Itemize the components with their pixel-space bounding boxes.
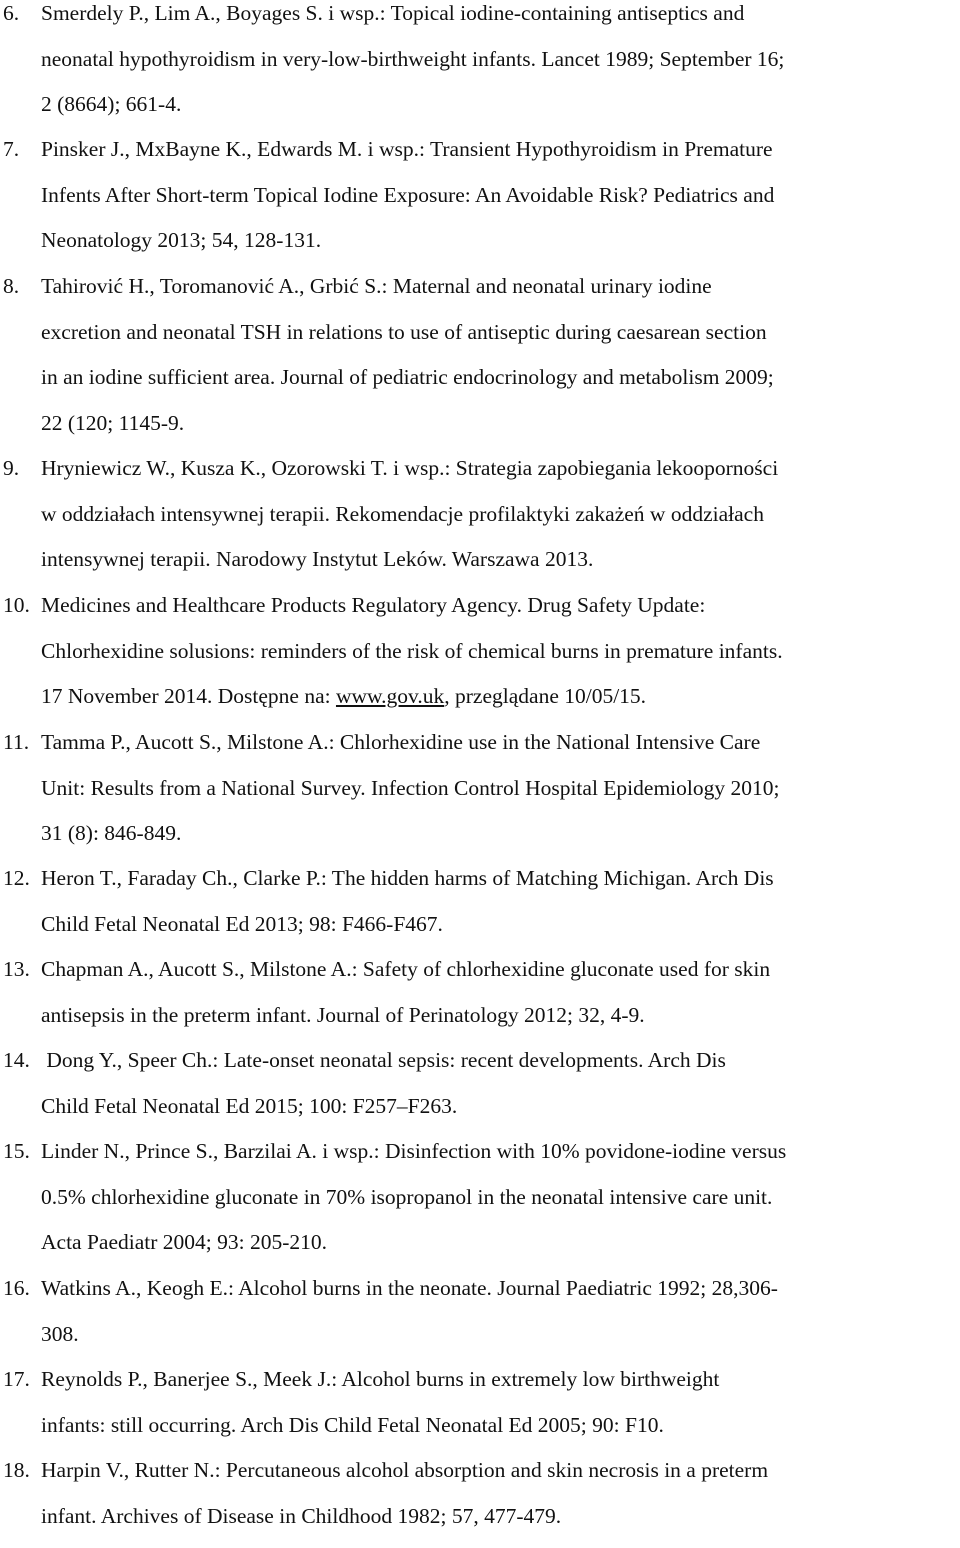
reference-text-line: 31 (8): 846-849. (3, 820, 960, 866)
reference-number: 17. (3, 1366, 41, 1392)
reference-text-line: Child Fetal Neonatal Ed 2013; 98: F466-F467. (3, 911, 960, 957)
reference-text-line: Harpin V., Rutter N.: Percutaneous alcohol absorption and skin necrosis in a preterm (41, 1458, 768, 1482)
reference-number: 18. (3, 1457, 41, 1483)
reference-item-6 (3, 0, 960, 137)
reference-item-13 (3, 956, 960, 1047)
reference-text-line: infant. Archives of Disease in Childhood 1982; 57, 477-479. (3, 1503, 960, 1548)
reference-text-line: antisepsis in the preterm infant. Journal of Perinatology 2012; 32, 4-9. (3, 1002, 960, 1048)
reference-number: 7. (3, 136, 41, 162)
reference-item-9 (3, 455, 960, 592)
reference-text-line: 22 (120; 1145-9. (3, 410, 960, 456)
reference-item-15 (3, 1138, 960, 1275)
reference-text-line: w oddziałach intensywnej terapii. Rekomendacje profilaktyki zakażeń w oddziałach (3, 501, 960, 547)
reference-item-10 (3, 592, 960, 729)
reference-text-line: Child Fetal Neonatal Ed 2015; 100: F257–F263. (3, 1093, 960, 1139)
source-link[interactable]: www.gov.uk (336, 684, 444, 708)
reference-number: 15. (3, 1138, 41, 1164)
reference-number: 13. (3, 956, 41, 982)
reference-text-line: Heron T., Faraday Ch., Clarke P.: The hidden harms of Matching Michigan. Arch Dis (41, 866, 774, 890)
reference-text-line: Watkins A., Keogh E.: Alcohol burns in the neonate. Journal Paediatric 1992; 28,306- (41, 1276, 778, 1300)
reference-text-line: Infents After Short-term Topical Iodine Exposure: An Avoidable Risk? Pediatrics and (3, 182, 960, 228)
reference-text-line: Tamma P., Aucott S., Milstone A.: Chlorhexidine use in the National Intensive Care (41, 730, 760, 754)
reference-item-18 (3, 1457, 960, 1548)
reference-item-11 (3, 729, 960, 866)
reference-item-12 (3, 865, 960, 956)
reference-text-line: Unit: Results from a National Survey. Infection Control Hospital Epidemiology 2010; (3, 775, 960, 821)
reference-text-line: 308. (3, 1321, 960, 1367)
reference-number: 14. (3, 1047, 41, 1073)
reference-text-line: infants: still occurring. Arch Dis Child Fetal Neonatal Ed 2005; 90: F10. (3, 1412, 960, 1458)
reference-number: 6. (3, 0, 41, 26)
reference-text-line: Dong Y., Speer Ch.: Late-onset neonatal sepsis: recent developments. Arch Dis (41, 1048, 726, 1072)
reference-text-line: Smerdely P., Lim A., Boyages S. i wsp.: Topical iodine-containing antiseptics and (41, 1, 744, 25)
reference-text-line: Chapman A., Aucott S., Milstone A.: Safety of chlorhexidine gluconate used for skin (41, 957, 770, 981)
reference-item-8 (3, 273, 960, 455)
reference-item-17 (3, 1366, 960, 1457)
reference-number: 16. (3, 1275, 41, 1301)
reference-text-line: Linder N., Prince S., Barzilai A. i wsp.: Disinfection with 10% povidone-iodine versus (41, 1139, 786, 1163)
reference-text-line: intensywnej terapii. Narodowy Instytut Leków. Warszawa 2013. (3, 546, 960, 592)
reference-item-16 (3, 1275, 960, 1366)
reference-text-line: Tahirović H., Toromanović A., Grbić S.: Maternal and neonatal urinary iodine (41, 274, 712, 298)
reference-text-line: Neonatology 2013; 54, 128-131. (3, 227, 960, 273)
reference-number: 8. (3, 273, 41, 299)
reference-text-line: in an iodine sufficient area. Journal of pediatric endocrinology and metabolism 2009; (3, 364, 960, 410)
reference-number: 10. (3, 592, 41, 618)
reference-text-line: Medicines and Healthcare Products Regulatory Agency. Drug Safety Update: (41, 593, 705, 617)
reference-item-14 (3, 1047, 960, 1138)
reference-text-line: neonatal hypothyroidism in very-low-birthweight infants. Lancet 1989; September 16; (3, 46, 960, 92)
reference-text-line: Chlorhexidine solusions: reminders of the risk of chemical burns in premature infants. (3, 638, 960, 684)
reference-text-line: 0.5% chlorhexidine gluconate in 70% isopropanol in the neonatal intensive care unit. (3, 1184, 960, 1230)
reference-number: 9. (3, 455, 41, 481)
reference-text-line: 2 (8664); 661-4. (3, 91, 960, 137)
reference-text-line: 17 November 2014. Dostępne na: (41, 684, 336, 708)
reference-text-line: , przeglądane 10/05/15. (444, 684, 646, 708)
reference-number: 11. (3, 729, 41, 755)
reference-text-line: Acta Paediatr 2004; 93: 205-210. (3, 1229, 960, 1275)
reference-text-line: Pinsker J., MxBayne K., Edwards M. i wsp.: Transient Hypothyroidism in Premature (41, 137, 773, 161)
reference-number: 12. (3, 865, 41, 891)
reference-text-line: Hryniewicz W., Kusza K., Ozorowski T. i wsp.: Strategia zapobiegania lekooporności (41, 456, 778, 480)
reference-text-line: Reynolds P., Banerjee S., Meek J.: Alcohol burns in extremely low birthweight (41, 1367, 719, 1391)
reference-item-7 (3, 136, 960, 273)
reference-text-line: excretion and neonatal TSH in relations to use of antiseptic during caesarean section (3, 319, 960, 365)
